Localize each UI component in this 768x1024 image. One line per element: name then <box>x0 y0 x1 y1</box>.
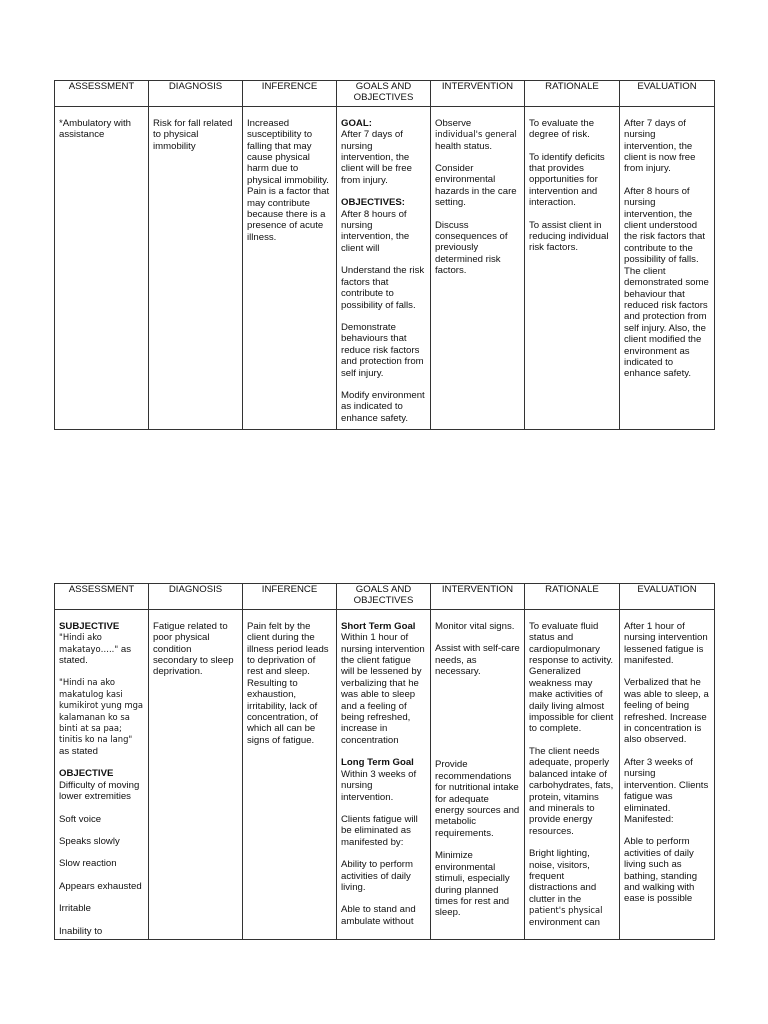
objective-item: Inability to <box>59 925 103 937</box>
quote-text: "Hindi ako makatayo….." <box>59 632 119 654</box>
intervention-item: Discuss consequences of previously determined risk factors. <box>435 219 508 277</box>
evaluation-cell <box>620 609 715 939</box>
header-inference: INFERENCE <box>243 584 337 610</box>
short-term-goal-text: Within 1 hour of nursing intervention the client fatigue will be lessened by verbalizing that he was able to sleep and a feeling of being refreshed, increase in concentration <box>341 632 425 746</box>
intervention-text: Observe <box>435 117 472 129</box>
diagnosis-text: Risk for fall related to physical immobility <box>153 117 233 152</box>
header-evaluation: EVALUATION <box>620 81 715 107</box>
intervention-text: health status. <box>435 140 493 152</box>
header-intervention: INTERVENTION <box>431 81 525 107</box>
intervention-item: Monitor vital signs. <box>435 620 515 632</box>
quote-suffix: as stated <box>59 745 98 757</box>
header-assessment: ASSESSMENT <box>55 81 149 107</box>
intervention-item: Assist with self-care needs, as necessary. <box>435 643 520 678</box>
assessment-cell <box>55 609 149 939</box>
objective-item: Demonstrate behaviours that reduce risk factors and protection from self injury. <box>341 321 424 379</box>
care-plan-table-fall-risk <box>54 80 715 430</box>
header-assessment: ASSESSMENT <box>55 584 149 610</box>
objective-label: OBJECTIVE <box>59 768 114 780</box>
header-rationale: RATIONALE <box>525 584 620 610</box>
intervention-item: Consider environmental hazards in the care setting. <box>435 163 517 209</box>
table-header-row <box>55 584 715 610</box>
intervention-item: Minimize environmental stimuli, especially during planned times for rest and sleep. <box>435 850 510 919</box>
long-term-goal-item: Clients fatigue will be eliminated as manifested by: <box>341 813 418 848</box>
rationale-item <box>529 848 615 928</box>
evaluation-item: Verbalized that he was able to sleep, a feeling of being refreshed. Increase in concentration is also observed. <box>624 677 709 746</box>
inference-cell <box>243 106 337 429</box>
table-header-row <box>55 81 715 107</box>
intervention-cell <box>431 106 525 429</box>
evaluation-item: After 1 hour of nursing intervention lessened fatigue is manifested. <box>624 620 708 667</box>
header-intervention: INTERVENTION <box>431 584 525 610</box>
rationale-item: The client needs adequate, properly balanced intake of carbohydrates, fats, protein, vitamins and minerals to provide energy resources. <box>529 745 614 837</box>
goal-text: After 7 days of nursing intervention, the client will be free from injury. <box>341 129 412 186</box>
inference-text: Increased susceptibility to falling that may cause physical harm due to physical immobility. Pain is a factor that may contribute because there is a presence of acute illness. <box>247 117 330 243</box>
goals-cell <box>337 106 431 429</box>
spacer <box>435 721 520 759</box>
header-inference: INFERENCE <box>243 81 337 107</box>
intervention-text: individual's general <box>435 129 517 140</box>
header-evaluation: EVALUATION <box>620 584 715 610</box>
objective-item: Difficulty of moving lower extremities <box>59 779 140 803</box>
rationale-text: patient's physical <box>529 905 603 916</box>
rationale-item: To assist client in reducing individual risk factors. <box>529 219 609 254</box>
header-diagnosis: DIAGNOSIS <box>149 81 243 107</box>
rationale-text: environment can <box>529 916 600 928</box>
evaluation-item: After 8 hours of nursing intervention, the client understood the risk factors that contribute to the possibility of falls. The client demonstrated some behaviour that reduced risk factors and protection from self injury. Also, the client modified the environment as indicated to enhance safety. <box>624 185 709 380</box>
care-plan-table-fatigue <box>54 583 715 940</box>
header-diagnosis: DIAGNOSIS <box>149 584 243 610</box>
rationale-text: Bright lighting, noise, visitors, frequent distractions and clutter in the <box>529 848 597 905</box>
rationale-cell <box>525 609 620 939</box>
header-goals-objectives: GOALS AND OBJECTIVES <box>337 584 431 610</box>
assessment-text: *Ambulatory with assistance <box>59 117 131 141</box>
table-row <box>55 106 715 429</box>
objective-item: Modify environment as indicated to enhance safety. <box>341 389 425 424</box>
table-row <box>55 609 715 939</box>
subjective-quote <box>59 677 144 757</box>
inference-text: Pain felt by the client during the illness period leads to deprivation of rest and sleep. Resulting to exhaustion, irritability, lack of concentration, of which all can be signs of fatigue. <box>247 620 329 746</box>
assessment-cell <box>55 106 149 429</box>
long-term-goal-label: Long Term Goal <box>341 757 414 769</box>
rationale-item: To identify deficits that provides opportunities for intervention and interaction. <box>529 151 605 209</box>
long-term-goal-text: Within 3 weeks of nursing intervention. <box>341 768 417 803</box>
objectives-text: After 8 hours of nursing intervention, the client will <box>341 208 410 254</box>
spacer <box>435 688 520 721</box>
header-goals-objectives: GOALS AND OBJECTIVES <box>337 81 431 107</box>
diagnosis-cell <box>149 609 243 939</box>
subjective-label: SUBJECTIVE <box>59 620 120 632</box>
intervention-item: Provide recommendations for nutritional intake for adequate energy sources and metabolic requirements. <box>435 759 520 839</box>
objective-item: Understand the risk factors that contribute to possibility of falls. <box>341 265 425 311</box>
objective-item: Speaks slowly <box>59 835 120 847</box>
short-term-goal-label: Short Term Goal <box>341 620 416 632</box>
inference-cell <box>243 609 337 939</box>
subjective-quote <box>59 632 144 666</box>
evaluation-item: After 3 weeks of nursing intervention. Clients fatigue was eliminated. Manifested: <box>624 756 709 825</box>
rationale-item: To evaluate the degree of risk. <box>529 117 595 141</box>
objective-item: Soft voice <box>59 813 102 825</box>
rationale-item: To evaluate fluid status and cardiopulmonary response to activity. Generalized weakness may make activities of daily living almost impossible for client to complete. <box>529 620 614 735</box>
intervention-item <box>435 118 520 152</box>
diagnosis-cell <box>149 106 243 429</box>
objective-item: Irritable <box>59 903 91 915</box>
diagnosis-text: Fatigue related to poor physical condition secondary to sleep deprivation. <box>153 620 234 678</box>
objective-item: Slow reaction <box>59 858 117 870</box>
evaluation-item: Able to perform activities of daily living such as bathing, standing and walking with ease is possible <box>624 836 698 905</box>
objective-item: Appears exhausted <box>59 880 142 892</box>
evaluation-cell <box>620 106 715 429</box>
long-term-goal-item: Able to stand and ambulate without <box>341 904 416 927</box>
objectives-label: OBJECTIVES: <box>341 197 405 209</box>
goals-cell <box>337 609 431 939</box>
quote-suffix: as stated. <box>59 643 131 667</box>
goal-label: GOAL: <box>341 117 372 129</box>
quote-text: "Hindi na ako makatulog kasi kumikirot yung mga kalamanan ko sa binti at sa paa; tinitis ko na lang" <box>59 677 144 745</box>
long-term-goal-item: Ability to perform activities of daily living. <box>341 859 413 893</box>
evaluation-item: After 7 days of nursing intervention, the client is now free from injury. <box>624 117 696 175</box>
header-rationale: RATIONALE <box>525 81 620 107</box>
intervention-cell <box>431 609 525 939</box>
rationale-cell <box>525 106 620 429</box>
